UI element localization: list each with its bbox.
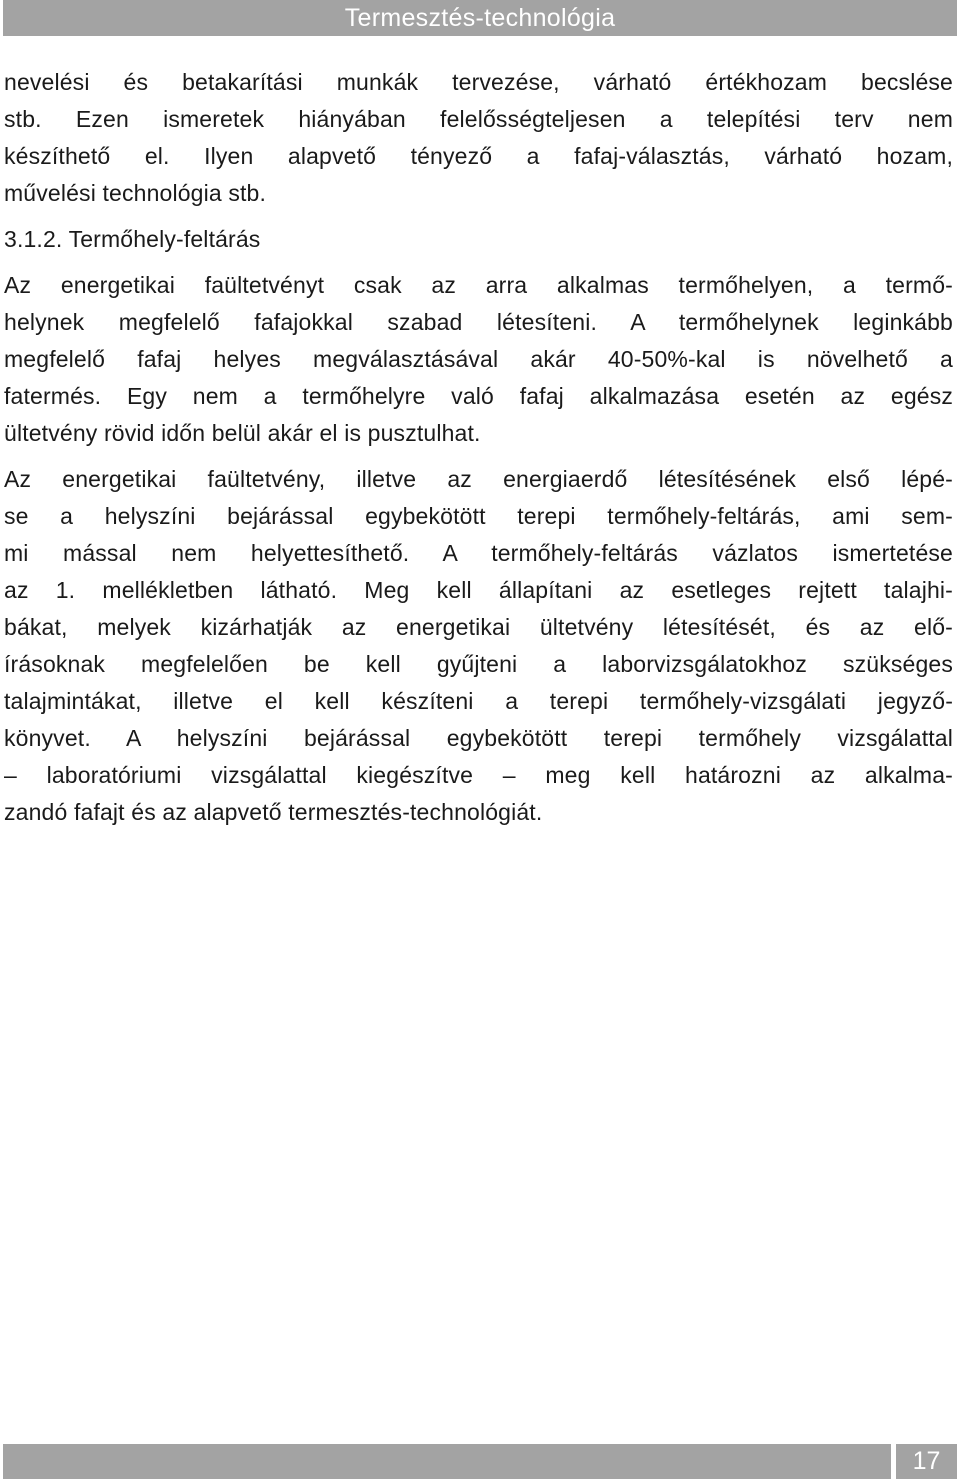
paragraph-1 (4, 267, 953, 452)
text-line: az 1. mellékletben látható. Meg kell állapítani az esetleges rejtett talajhi- (4, 577, 953, 603)
footer-bar (3, 1444, 891, 1479)
text-line: megfelelő fafaj helyes megválasztásával akár 40-50%-kal is növelhető a (4, 346, 953, 372)
text-line: Az energetikai faültetvény, illetve az energiaerdő létesítésének első lépé- (4, 466, 953, 492)
text-line: készíthető el. Ilyen alapvető tényező a fafaj-választás, várható hozam, (4, 143, 953, 169)
text-line: nevelési és betakarítási munkák tervezése, várható értékhozam becslése (4, 69, 953, 95)
text-line: – laboratóriumi vizsgálattal kiegészítve – meg kell határozni az alkalma- (4, 762, 953, 788)
text-line: mi mással nem helyettesíthető. A termőhely-feltárás vázlatos ismertetése (4, 540, 953, 566)
paragraph-spacer (4, 452, 953, 461)
text-line: zandó fafajt és az alapvető termesztés-technológiát. (4, 799, 543, 825)
page-body (4, 64, 953, 831)
running-header-title: Termesztés-technológia (344, 4, 616, 32)
paragraph-2 (4, 461, 953, 831)
section-heading: 3.1.2. Termőhely-feltárás (4, 226, 261, 252)
text-line: művelési technológia stb. (4, 180, 267, 206)
text-line: fatermés. Egy nem a termőhelyre való fafaj alkalmazása esetén az egész (4, 383, 953, 409)
text-line: stb. Ezen ismeretek hiányában felelősségteljesen a telepítési terv nem (4, 106, 953, 132)
text-line: ültetvény rövid időn belül akár el is pusztulhat. (4, 420, 481, 446)
intro-paragraph (4, 64, 953, 212)
text-line: könyvet. A helyszíni bejárással egybekötött terepi termőhely vizsgálattal (4, 725, 953, 751)
page-number: 17 (896, 1444, 957, 1479)
text-line: Az energetikai faültetvényt csak az arra alkalmas termőhelyen, a termő- (4, 272, 953, 298)
text-line: írásoknak megfelelően be kell gyűjteni a laborvizsgálatokhoz szükséges (4, 651, 953, 677)
header-bar (3, 0, 957, 36)
text-line: talajmintákat, illetve el kell készíteni a terepi termőhely-vizsgálati jegyző- (4, 688, 953, 714)
text-line: bákat, melyek kizárhatják az energetikai ültetvény létesítését, és az elő- (4, 614, 953, 640)
text-line: helynek megfelelő fafajokkal szabad létesíteni. A termőhelynek leginkább (4, 309, 953, 335)
text-line: se a helyszíni bejárással egybekötött terepi termőhely-feltárás, ami sem- (4, 503, 953, 529)
